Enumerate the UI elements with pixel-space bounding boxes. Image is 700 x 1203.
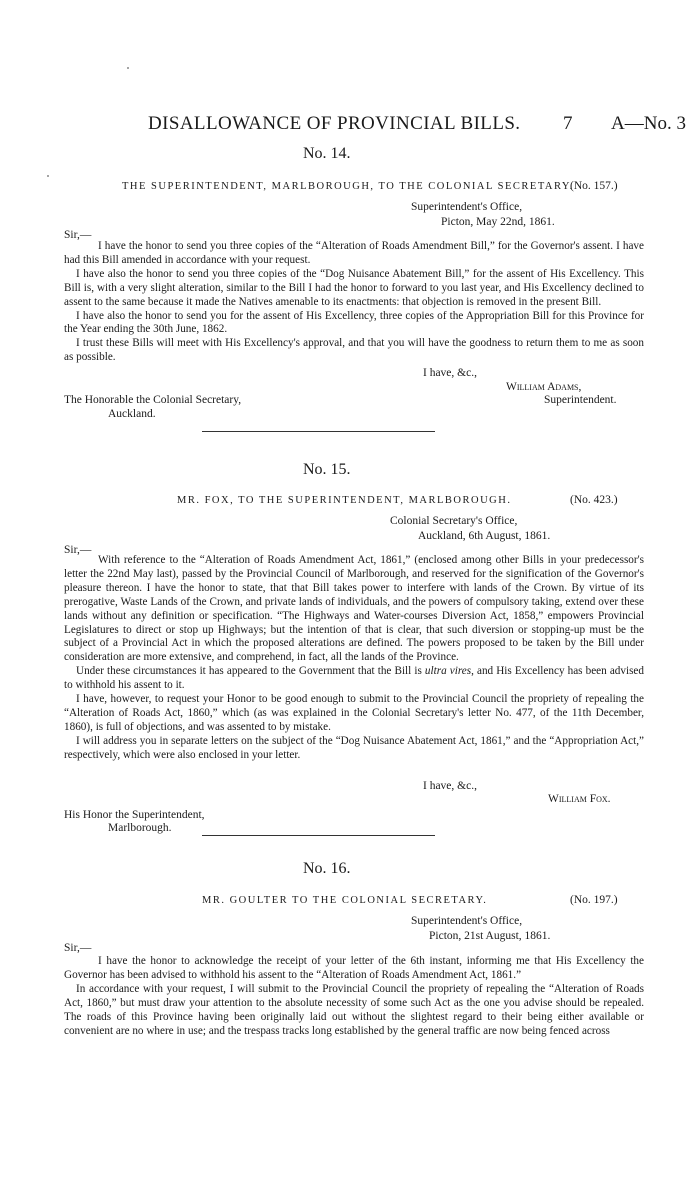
address-office: Colonial Secretary's Office, <box>390 515 518 527</box>
paragraph: I have also the honor to send you three copies of the “Dog Nuisance Abatement Bill,” for the assent of His Excellency. This Bill is, with a very slight alteration, similar to the Bill I had the honor to forward to you last year, and His Excellency declined to assent to the same because it made the Natives amenable to its enactments: that objection is removed in the present Bill. <box>64 267 644 308</box>
salutation: Sir,— <box>64 942 92 954</box>
paragraph: I will address you in separate letters on the subject of the “Dog Nuisance Abatement Act, 1861,” and the “Appropriation Act,” respectively, which were also enclosed in your letter. <box>64 734 644 761</box>
recipient: His Honor the Superintendent, <box>64 809 205 821</box>
paragraph: I have the honor to acknowledge the receipt of your letter of the 6th instant, informing me that His Excellency the Governor has been advised to withhold his assent to the “Alteration of Roads Amendment Act, 1861.” <box>64 955 644 981</box>
paragraph: I have also the honor to send you for the assent of His Excellency, three copies of the Appropriation Bill for this Province for the Year ending the 30th June, 1862. <box>64 309 644 336</box>
letter-number: No. 16. <box>303 860 351 877</box>
scan-speck <box>47 175 49 177</box>
closing: I have, &c., <box>423 780 477 792</box>
address-office: Superintendent's Office, <box>411 915 523 927</box>
closing: I have, &c., <box>423 367 477 379</box>
section-divider <box>202 835 435 836</box>
recipient: The Honorable the Colonial Secretary, <box>64 394 242 406</box>
address-date: Picton, 21st August, 1861. <box>429 930 551 942</box>
letter-number: No. 15. <box>303 461 351 478</box>
letter-heading: THE SUPERINTENDENT, MARLBOROUGH, TO THE COLONIAL SECRETARY. <box>122 181 574 192</box>
recipient-place: Marlborough. <box>108 822 172 834</box>
letter-address <box>390 514 550 544</box>
paragraph: In accordance with your request, I will submit to the Provincial Council the propriety of repealing the “Alteration of Roads Act, 1860,” but must draw your attention to the absolute necessity of some such Act as the one you advise should be repealed. The roads of this Province having been originally laid out without the slightest regard to their being either available or convenient are no where in use; and the trespass tracks long established by the general traffic are now being fenced across <box>64 982 644 1037</box>
letter-ref-number: (No. 423.) <box>570 494 618 506</box>
letter-ref-number: (No. 197.) <box>570 894 618 906</box>
signature: William Adams, <box>506 381 582 393</box>
letter-body <box>64 240 644 365</box>
salutation: Sir,— <box>64 544 92 556</box>
section-divider <box>202 431 435 432</box>
letter-body <box>64 955 644 1038</box>
paragraph: I have, however, to request your Honor to be good enough to submit to the Provincial Council the propriety of repealing the “Alteration of Roads Act, 1860,” which (as was explained in the Colonial Secretary's letter No. 477, of the 11th December, 1860), is full of objections, and was assented to by mistake. <box>64 693 644 733</box>
paragraph: With reference to the “Alteration of Roads Amendment Act, 1861,” (enclosed among other Bills in your predecessor's letter the 22nd May last), passed by the Provincial Council of Marlborough, and reserved for the signification of the Governor's pleasure thereon. I have the honor to state, that that Bill takes power to interfere with lands of the Crown. By virtue of its prerogative, Waste Lands of the Crown, and private lands of individuals, and the powers of compulsory taking, extend over these lands without any definition or specification. “The Highways and Water-courses Diversion Act, 1858,” empowers Provincial Legislatures to direct or stop up Highways; but the intention of that is clear, that such diversion or stopping-up must be the subject of a Provincial Act in which the proposed alterations are defined. The powers proposed to be taken by the Bill under consideration are more extensive, and comprehend, in fact, all the lands of the Province. <box>64 554 644 664</box>
letter-address <box>411 914 550 944</box>
address-office: Superintendent's Office, <box>411 201 523 213</box>
paragraph: I trust these Bills will meet with His Excellency's approval, and that you will have the goodness to return them to me as soon as possible. <box>64 337 644 364</box>
signature: William Fox. <box>548 793 611 805</box>
paragraph: Under these circumstances it has appeared to the Government that the Bill is ultra vires, and His Excellency has been advised to withhold his assent to it. <box>64 665 644 692</box>
salutation: Sir,— <box>64 229 92 241</box>
letter-heading: MR. GOULTER TO THE COLONIAL SECRETARY. <box>202 895 488 906</box>
signature-title: Superintendent. <box>544 394 617 406</box>
address-date: Auckland, 6th August, 1861. <box>418 530 551 542</box>
letter-heading: MR. FOX, TO THE SUPERINTENDENT, MARLBOROUGH. <box>177 495 512 506</box>
paper-reference: A—No. 3 <box>611 113 686 134</box>
page-number: 7 <box>563 113 573 134</box>
paragraph: I have the honor to send you three copies of the “Alteration of Roads Amendment Bill,” for the Governor's assent. I have had this Bill amended in accordance with your request. <box>64 240 644 266</box>
scan-speck <box>127 67 129 69</box>
running-title: DISALLOWANCE OF PROVINCIAL BILLS. <box>148 113 521 134</box>
recipient-place: Auckland. <box>108 408 156 420</box>
letter-body <box>64 554 644 763</box>
address-date: Picton, May 22nd, 1861. <box>441 216 555 228</box>
letter-ref-number: (No. 157.) <box>570 180 618 192</box>
letter-address <box>411 200 555 230</box>
letter-number: No. 14. <box>303 145 351 162</box>
